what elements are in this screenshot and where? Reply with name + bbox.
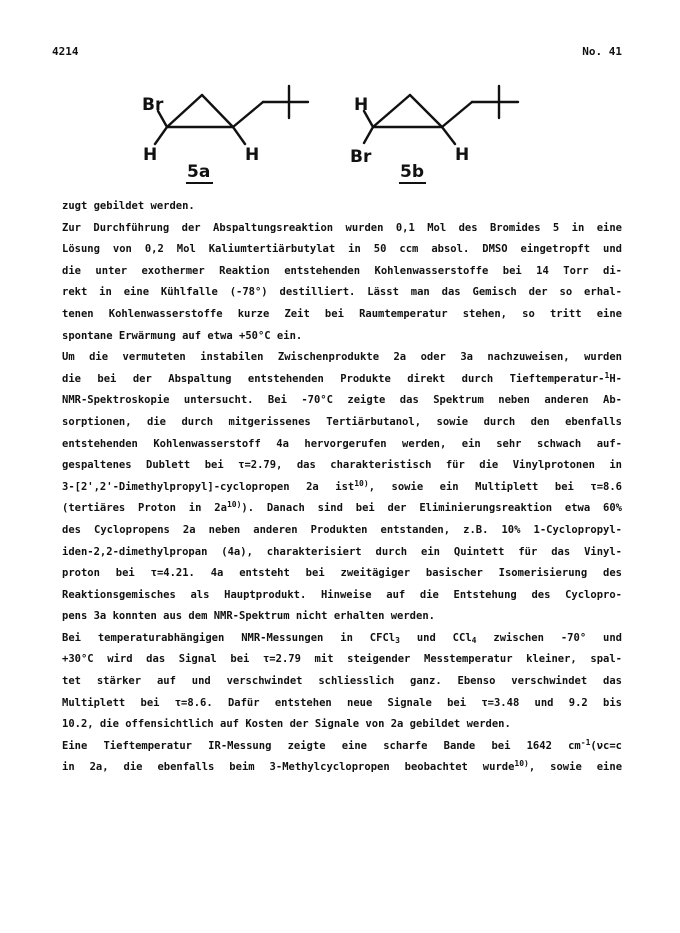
text-fragment: H- <box>609 372 622 385</box>
body-text <box>62 196 622 779</box>
text-line: Multiplett bei τ=8.6. Dafür entstehen neue Signale bei τ=3.48 und 9.2 bis <box>62 696 622 709</box>
text-line <box>62 757 622 779</box>
structure-5a-compound-label: 5a <box>187 162 211 182</box>
text-line <box>62 498 622 520</box>
text-fragment: (tertiäres Proton in 2a <box>62 502 227 515</box>
text-line: tenen Kohlenwasserstoffe kurze Zeit bei Raumtemperatur stehen, so tritt eine <box>62 307 622 320</box>
text-line: zugt gebildet werden. <box>62 200 195 212</box>
text-line: 10.2, die offensichtlich auf Kosten der Signale von 2a gebildet werden. <box>62 718 511 731</box>
text-fragment: Eine Tieftemperatur IR-Messung zeigte eine scharfe Bande bei 1642 cm <box>62 739 581 752</box>
text-line <box>62 369 622 391</box>
structure-5b-br-label: Br <box>350 147 372 167</box>
reference-superscript: 10) <box>354 478 369 488</box>
text-line: Lösung von 0,2 Mol Kaliumtertiärbutylat in 50 ccm absol. DMSO eingetropft und <box>62 243 622 256</box>
text-fragment: ). Danach sind bei der Eliminierungsreaktion etwa 60% <box>241 502 622 515</box>
structure-5a-br-label: Br <box>142 95 164 115</box>
text-fragment: und CCl <box>399 631 472 644</box>
text-fragment: zwischen -70° und <box>476 631 622 644</box>
text-fragment: die bei der Abspaltung entstehenden Produkte direkt durch Tieftemperatur- <box>62 372 605 385</box>
text-fragment: , sowie ein Multiplett bei τ=8.6 <box>368 480 622 493</box>
structure-5a <box>155 86 308 144</box>
text-line: iden-2,2-dimethylpropan (4a), charakterisiert durch ein Quintett für das Vinyl- <box>62 545 622 558</box>
text-line <box>62 736 622 758</box>
text-fragment: Bei temperaturabhängigen NMR-Messungen in CFCl <box>62 631 396 644</box>
text-line: proton bei τ=4.21. 4a entsteht bei zweitägiger basischer Isomerisierung des <box>62 567 622 580</box>
text-line: pens 3a konnten aus dem NMR-Spektrum nicht erhalten werden. <box>62 610 435 623</box>
text-line: die unter exothermer Reaktion entstehenden Kohlenwasserstoffe bei 14 Torr di- <box>62 264 622 277</box>
text-line: NMR-Spektroskopie untersucht. Bei -70°C zeigte das Spektrum neben anderen Ab- <box>62 394 622 407</box>
text-line <box>62 477 622 499</box>
text-line: entstehenden Kohlenwasserstoff 4a hervorgerufen werden, ein sehr schwach auf- <box>62 437 622 450</box>
superscript: 1 <box>604 370 610 380</box>
reference-superscript: 10) <box>226 500 242 510</box>
text-line: Reaktionsgemisches als Hauptprodukt. Hinweise auf die Entstehung des Cyclopro- <box>62 588 622 601</box>
structure-5b-h-left-label: H <box>354 95 369 115</box>
text-line <box>62 628 622 650</box>
structure-5b <box>364 86 518 144</box>
text-line: rekt in eine Kühlfalle (-78°) destilliert. Lässt man das Gemisch der so erhal- <box>62 286 622 299</box>
text-fragment: 3-[2',2'-Dimethylpropyl]-cyclopropen 2a ist <box>62 480 355 493</box>
structure-5b-compound-label: 5b <box>400 162 424 182</box>
text-line: des Cyclopropens 2a neben anderen Produkten entstanden, z.B. 10% 1-Cyclopropyl- <box>62 523 622 536</box>
text-line: sorptionen, die durch mitgerissenes Tertiärbutanol, sowie durch den ebenfalls <box>62 415 622 428</box>
journal-issue-number: No. 41 <box>582 45 622 58</box>
text-fragment: (νc=c <box>590 739 622 752</box>
text-line: spontane Erwärmung auf etwa +50°C ein. <box>62 329 303 342</box>
structure-5a-h-right-label: H <box>245 145 260 165</box>
reference-superscript: 10) <box>514 759 529 769</box>
superscript: -1 <box>580 737 591 747</box>
structure-5b-h-right-label: H <box>455 145 470 165</box>
structure-5a-h-left-label: H <box>143 145 158 165</box>
text-fragment: in 2a, die ebenfalls beim 3-Methylcyclopropen beobachtet wurde <box>62 761 515 774</box>
text-line: gespaltenes Dublett bei τ=2.79, das charakteristisch für die Vinylprotonen in <box>62 459 622 472</box>
subscript: 3 <box>395 635 400 645</box>
text-line: Um die vermuteten instabilen Zwischenprodukte 2a oder 3a nachzuweisen, wurden <box>62 351 622 364</box>
text-line: tet stärker auf und verschwindet schliesslich ganz. Ebenso verschwindet das <box>62 675 622 688</box>
text-line: +30°C wird das Signal bei τ=2.79 mit steigender Messtemperatur kleiner, spal- <box>62 653 622 666</box>
page-number: 4214 <box>52 45 79 58</box>
text-line: Zur Durchführung der Abspaltungsreaktion wurden 0,1 Mol des Bromides 5 in eine <box>62 221 622 234</box>
subscript: 4 <box>471 635 477 645</box>
chemical-structures <box>0 80 680 190</box>
text-fragment: , sowie eine <box>528 761 623 774</box>
